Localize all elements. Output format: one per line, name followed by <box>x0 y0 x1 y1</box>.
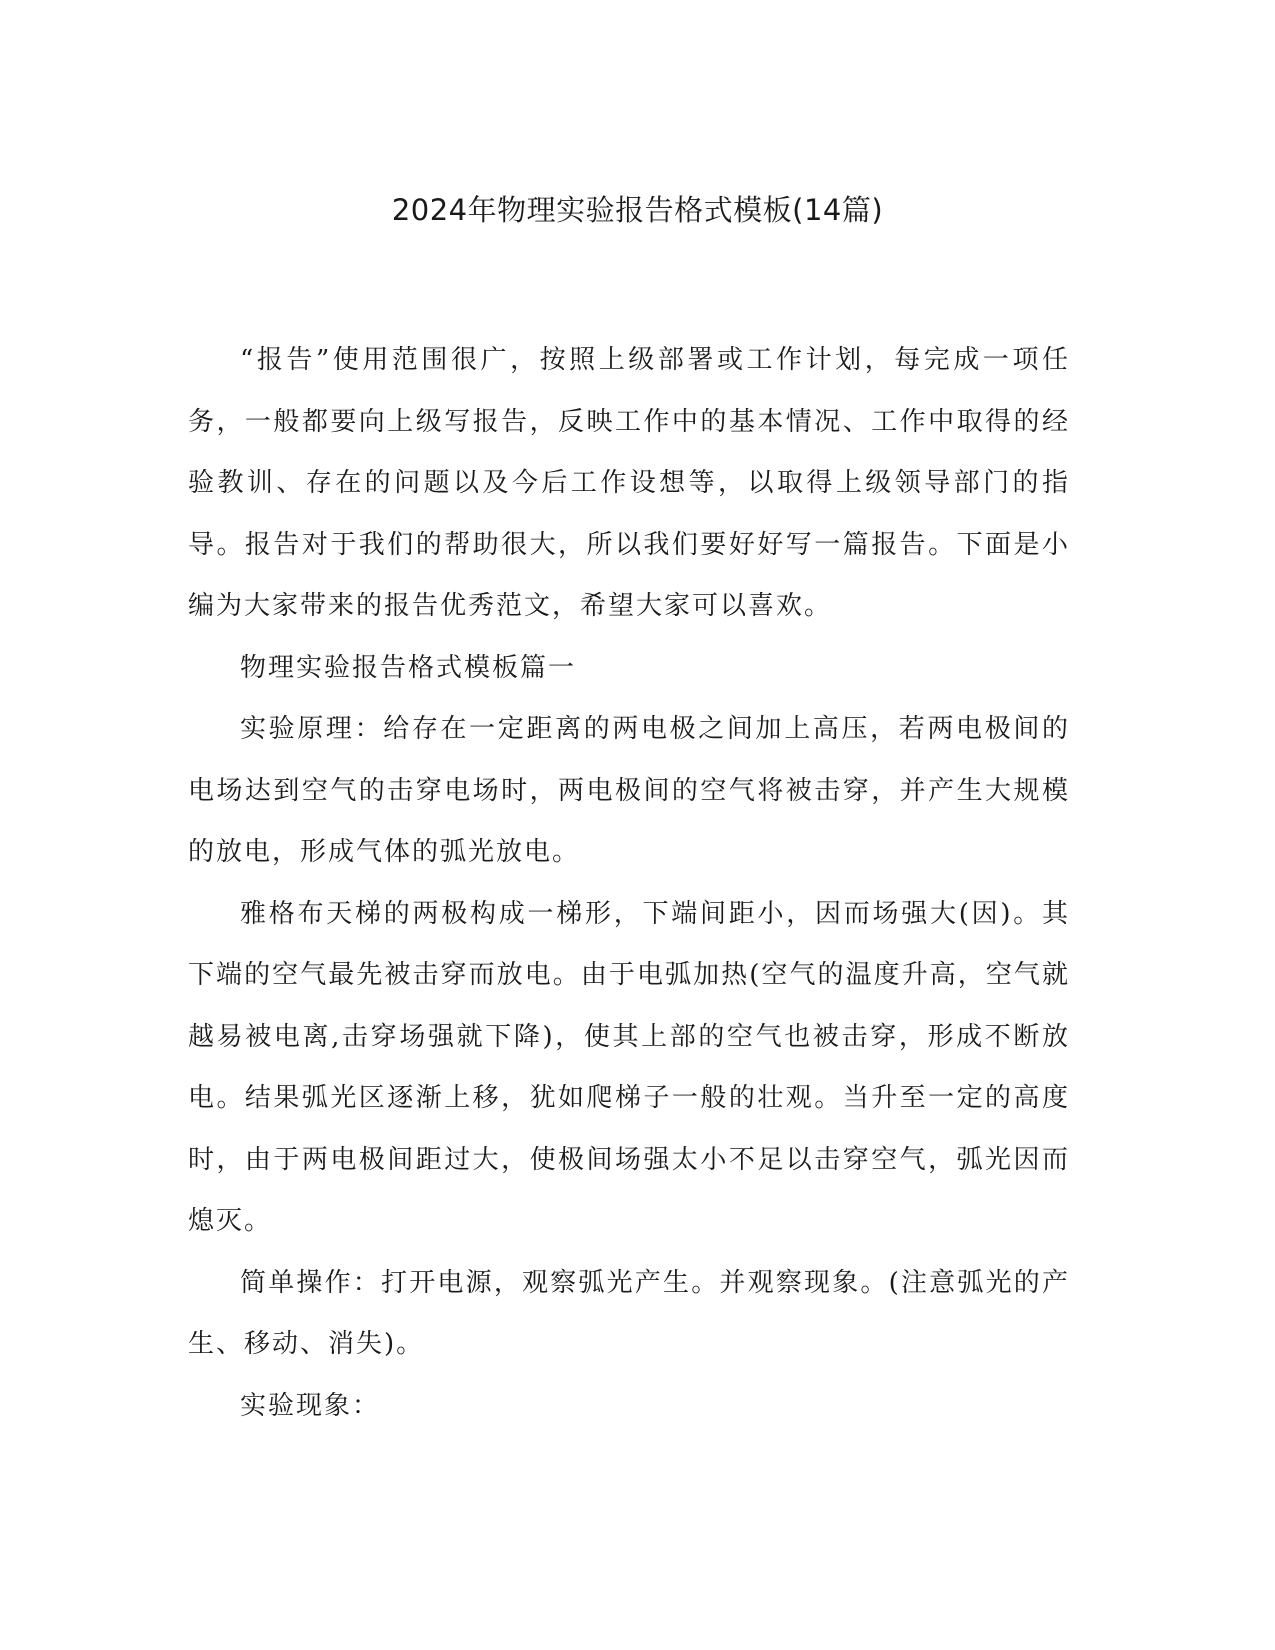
section-heading: 物理实验报告格式模板篇一 <box>240 652 577 683</box>
intro-paragraph: “报告”使用范围很广，按照上级部署或工作计划，每完成一项任务，一般都要向上级写报告，反映工作中的基本情况、工作中取得的经验教训、存在的问题以及今后工作设想等，以取得上级领导部门的指导。报告对于我们的帮助很大，所以我们要好好写一篇报告。下面是小编为大家带来的报告优秀范文，希望大家可以喜欢。 <box>188 345 1070 621</box>
phenomenon-paragraph: 实验现象： <box>240 1390 381 1421</box>
principle-paragraph: 实验原理：给存在一定距离的两电极之间加上高压，若两电极间的电场达到空气的击穿电场时，两电极间的空气将被击穿，并产生大规模的放电，形成气体的弧光放电。 <box>188 714 1070 867</box>
document-title: 2024年物理实验报告格式模板(14篇) <box>391 193 884 227</box>
document-body <box>188 330 1070 1437</box>
jacob-ladder-paragraph: 雅格布天梯的两极构成一梯形，下端间距小，因而场强大(因)。其下端的空气最先被击穿而放电。由于电弧加热(空气的温度升高，空气就越易被电离,击穿场强就下降)，使其上部的空气也被击穿，形成不断放电。结果弧光区逐渐上移，犹如爬梯子一般的壮观。当升至一定的高度时，由于两电极间距过大，使极间场强太小不足以击穿空气，弧光因而熄灭。 <box>188 898 1070 1236</box>
operation-paragraph: 简单操作：打开电源，观察弧光产生。并观察现象。(注意弧光的产生、移动、消失)。 <box>188 1267 1070 1359</box>
